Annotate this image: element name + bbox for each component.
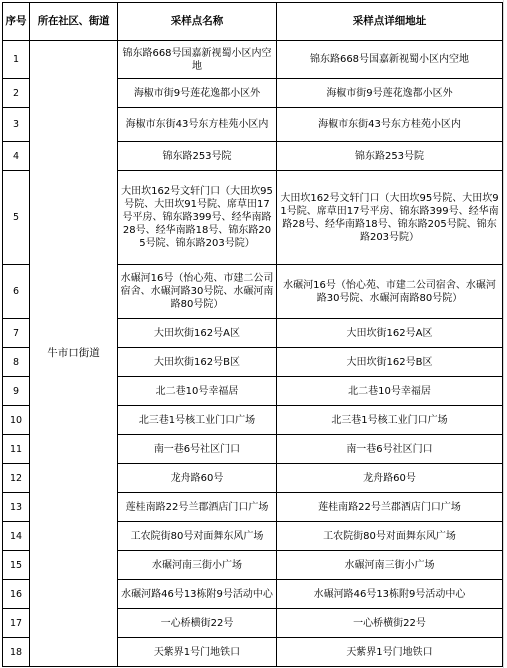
row-no: 5 [3, 171, 30, 265]
sampling-point-name: 莲桂南路22号兰郡酒店门口广场 [118, 493, 277, 522]
sampling-point-address: 北二巷10号幸福居 [277, 377, 503, 406]
table-header-row [3, 3, 503, 41]
page-edge [503, 0, 507, 668]
sampling-point-name: 大田坎162号文轩门口（大田坎95号院、大田坎91号院、席草田17号平房、锦东路399号、经华南路28号、经华南路18号、锦东路205号院、锦东路203号院） [118, 171, 277, 265]
header-sampling-point: 采样点名称 [118, 3, 277, 41]
row-no: 16 [3, 580, 30, 609]
sampling-point-address: 锦东路668号国嘉新视蜀小区内空地 [277, 41, 503, 79]
row-no: 8 [3, 348, 30, 377]
header-address: 采样点详细地址 [277, 3, 503, 41]
row-no: 6 [3, 265, 30, 319]
sampling-point-name: 龙舟路60号 [118, 464, 277, 493]
row-no: 15 [3, 551, 30, 580]
sampling-point-address: 大田坎162号文轩门口（大田坎95号院、大田坎91号院、席草田17号平房、锦东路399号、经华南路28号、经华南路18号、锦东路205号院、锦东路203号院） [277, 171, 503, 265]
row-no: 11 [3, 435, 30, 464]
sampling-point-name: 水碾河16号（怡心苑、市建二公司宿舍、水碾河路30号院、水碾河南路80号院） [118, 265, 277, 319]
sampling-point-address: 水碾河南三街小广场 [277, 551, 503, 580]
row-no: 1 [3, 41, 30, 79]
sampling-point-address: 莲桂南路22号兰郡酒店门口广场 [277, 493, 503, 522]
row-no: 13 [3, 493, 30, 522]
sampling-point-address: 海椒市东街43号东方桂苑小区内 [277, 108, 503, 142]
sampling-point-address: 天紫界1号门地铁口 [277, 638, 503, 667]
row-no: 17 [3, 609, 30, 638]
sampling-point-name: 工农院街80号对面舞东风广场 [118, 522, 277, 551]
table-row [3, 41, 503, 79]
sampling-points-table [2, 2, 503, 667]
header-no: 序号 [3, 3, 30, 41]
row-no: 2 [3, 79, 30, 108]
row-no: 10 [3, 406, 30, 435]
row-no: 4 [3, 142, 30, 171]
row-no: 18 [3, 638, 30, 667]
sampling-point-address: 锦东路253号院 [277, 142, 503, 171]
sampling-point-name: 南一巷6号社区门口 [118, 435, 277, 464]
sampling-point-name: 海椒市街9号莲花逸都小区外 [118, 79, 277, 108]
row-no: 12 [3, 464, 30, 493]
sampling-point-address: 工农院街80号对面舞东风广场 [277, 522, 503, 551]
community-cell: 牛市口街道 [30, 41, 118, 667]
header-community: 所在社区、街道 [30, 3, 118, 41]
sampling-point-name: 海椒市东街43号东方桂苑小区内 [118, 108, 277, 142]
sampling-point-name: 水碾河路46号13栋附9号活动中心 [118, 580, 277, 609]
sampling-point-name: 大田坎街162号A区 [118, 319, 277, 348]
sampling-point-address: 水碾河16号（怡心苑、市建二公司宿舍、水碾河路30号院、水碾河南路80号院） [277, 265, 503, 319]
sampling-point-address: 南一巷6号社区门口 [277, 435, 503, 464]
sampling-point-name: 北二巷10号幸福居 [118, 377, 277, 406]
row-no: 7 [3, 319, 30, 348]
sampling-point-name: 锦东路668号国嘉新视蜀小区内空地 [118, 41, 277, 79]
row-no: 14 [3, 522, 30, 551]
sampling-point-address: 水碾河路46号13栋附9号活动中心 [277, 580, 503, 609]
sampling-point-address: 大田坎街162号B区 [277, 348, 503, 377]
sampling-point-name: 北三巷1号核工业门口广场 [118, 406, 277, 435]
row-no: 3 [3, 108, 30, 142]
sampling-point-address: 龙舟路60号 [277, 464, 503, 493]
sampling-point-address: 一心桥横街22号 [277, 609, 503, 638]
sampling-point-address: 海椒市街9号莲花逸都小区外 [277, 79, 503, 108]
sampling-point-name: 锦东路253号院 [118, 142, 277, 171]
sampling-point-name: 一心桥横街22号 [118, 609, 277, 638]
sampling-point-address: 大田坎街162号A区 [277, 319, 503, 348]
sampling-point-address: 北三巷1号核工业门口广场 [277, 406, 503, 435]
row-no: 9 [3, 377, 30, 406]
sampling-point-name: 大田坎街162号B区 [118, 348, 277, 377]
sampling-point-name: 天紫界1号门地铁口 [118, 638, 277, 667]
sampling-point-name: 水碾河南三街小广场 [118, 551, 277, 580]
